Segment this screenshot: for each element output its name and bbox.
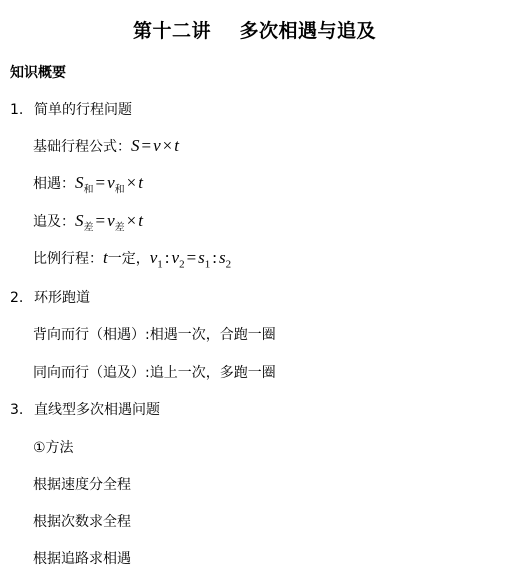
formula-fixed: 一定，: [107, 251, 150, 267]
section-subtitle: 知识概要: [10, 65, 66, 81]
section-number: 3.: [10, 402, 24, 418]
section-heading-3: [10, 399, 160, 419]
method-count: 根据次数求全程: [33, 514, 131, 530]
section-number: 2.: [10, 290, 24, 306]
method-heading: ①方法: [33, 440, 74, 456]
ring-same-text: 同向而行（追及）:追上一次，多跑一圈: [33, 365, 276, 381]
page-title: 第十二讲 多次相遇与追及: [133, 20, 376, 42]
formula-basic: [33, 136, 179, 156]
formula-expression: $S_和 = v_和 \times t$: [75, 173, 143, 196]
formula-ratio: [33, 248, 231, 270]
section-number: 1.: [10, 102, 24, 118]
section-title: 简单的行程问题: [34, 102, 132, 118]
section-title: 直线型多次相遇问题: [34, 402, 160, 418]
formula-expression: S = v × t: [131, 136, 179, 155]
method-speed: 根据速度分全程: [33, 477, 131, 493]
section-heading-1: [10, 99, 132, 119]
formula-expression: $v_1$ : $v_2 = s_1$ : $s_2$: [149, 248, 232, 271]
formula-label: 相遇：: [33, 176, 75, 192]
formula-t: t: [103, 248, 108, 267]
section-title: 环形跑道: [34, 290, 90, 306]
formula-label: 追及：: [33, 214, 75, 230]
formula-chase: [33, 211, 143, 233]
formula-meet: [33, 173, 143, 195]
formula-expression: $S_差 = v_差 \times t$: [75, 211, 143, 234]
section-heading-2: [10, 287, 90, 307]
formula-label: 比例行程：: [33, 251, 103, 267]
method-cut: 根据追路求相遇: [33, 551, 131, 567]
formula-label: 基础行程公式：: [33, 139, 131, 155]
ring-opposite-text: 背向而行（相遇）:相遇一次，合跑一圈: [33, 327, 276, 343]
